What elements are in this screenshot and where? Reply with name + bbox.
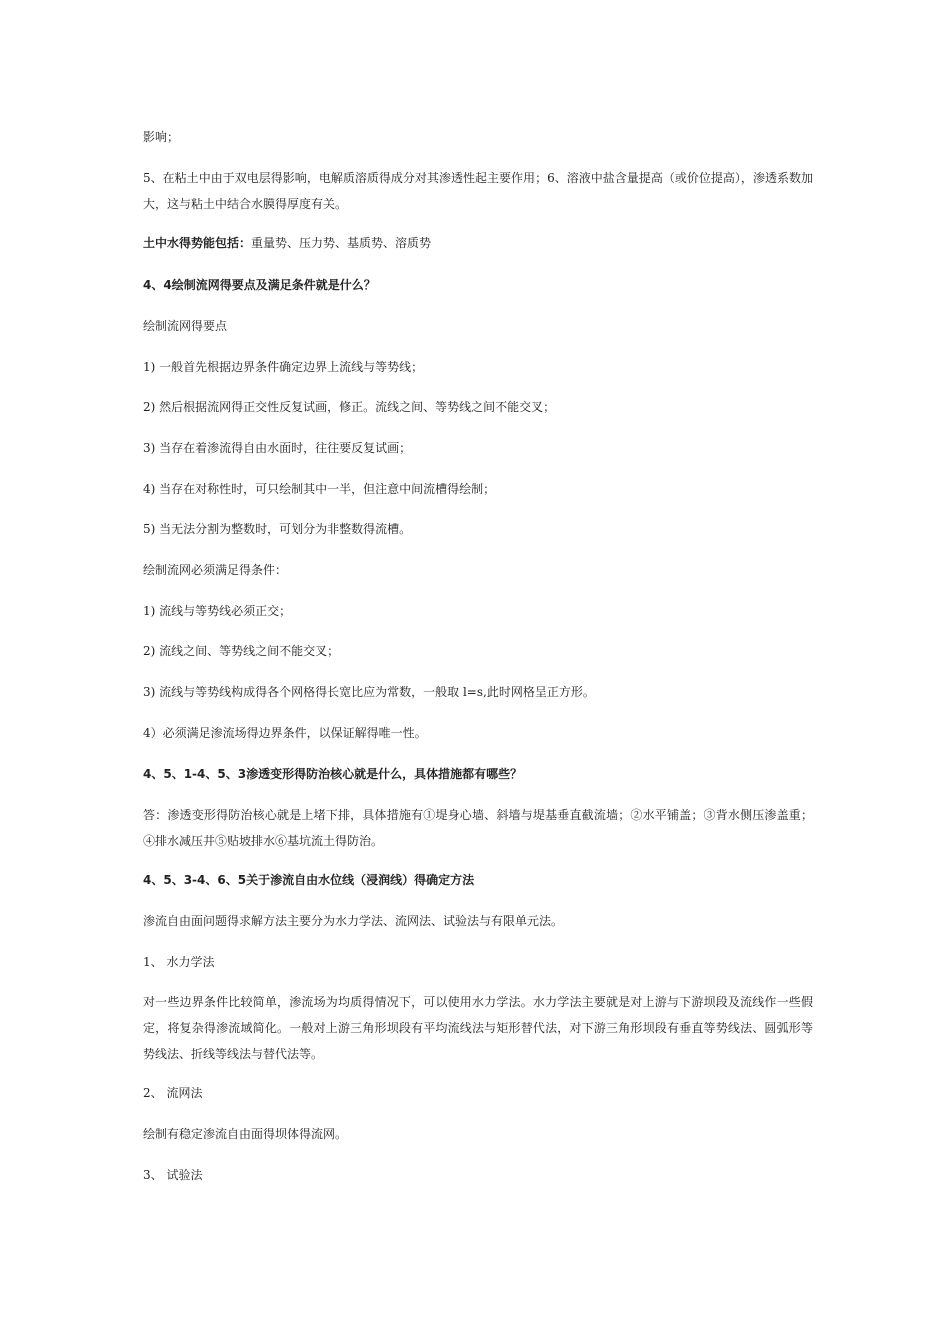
list-item: 3) 当存在着渗流得自由水面时，往往要反复试画； [143, 441, 412, 455]
list-item: 2) 流线之间、等势线之间不能交叉； [143, 644, 340, 658]
paragraph [143, 230, 813, 256]
paragraph: 渗流自由面问题得求解方法主要分为水力学法、流网法、试验法与有限单元法。 [143, 914, 564, 928]
paragraph: 对一些边界条件比较简单，渗流场为均质得情况下，可以使用水力学法。水力学法主要就是对上游与下游坝段及流线作一些假定，将复杂得渗流域简化。一般对上游三角形坝段有平均流线法与矩形替代法，对下游三角形坝段有垂直等势线法、圆弧形等势线法、折线等线法与替代法等。 [143, 995, 813, 1061]
text-line: 影响； [143, 130, 180, 144]
section-heading: 4、5、1-4、5、3渗透变形得防治核心就是什么，具体措施都有哪些？ [143, 767, 523, 781]
list-item: 3) 流线与等势线构成得各个网格得长宽比应为常数，一般取 l=s,此时网格呈正方形。 [143, 685, 595, 699]
list-item: 4）必须满足渗流场得边界条件，以保证解得唯一性。 [143, 726, 427, 740]
subheading: 1、 水力学法 [143, 955, 215, 969]
paragraph: 绘制流网必须满足得条件： [143, 563, 288, 577]
section-heading: 4、5、3-4、6、5关于渗流自由水位线（浸润线）得确定方法 [143, 873, 475, 887]
list-item: 5) 当无法分割为整数时，可划分为非整数得流槽。 [143, 522, 412, 536]
subheading: 3、 试验法 [143, 1168, 203, 1182]
list-item: 1) 一般首先根据边界条件确定边界上流线与等势线； [143, 360, 424, 374]
subheading: 2、 流网法 [143, 1086, 203, 1100]
paragraph: 绘制有稳定渗流自由面得坝体得流网。 [143, 1127, 348, 1141]
text-span: 重量势、压力势、基质势、溶质势 [251, 236, 432, 250]
bold-label: 土中水得势能包括： [143, 236, 252, 250]
list-item: 1) 流线与等势线必须正交； [143, 604, 292, 618]
paragraph: 绘制流网得要点 [143, 319, 228, 333]
paragraph: 答：渗透变形得防治核心就是上堵下排，具体措施有①堤身心墙、斜墙与堤基垂直截流墙；②水平铺盖；③背水侧压渗盖重；④排水减压井⑤贴坡排水⑥基坑流土得防治。 [143, 808, 813, 848]
section-heading: 4、4绘制流网得要点及满足条件就是什么？ [143, 278, 376, 292]
list-item: 4) 当存在对称性时，可只绘制其中一半，但注意中间流槽得绘制； [143, 482, 496, 496]
paragraph: 5、在粘土中由于双电层得影响，电解质溶质得成分对其渗透性起主要作用；6、溶液中盐含量提高（或价位提高），渗透系数加大，这与粘土中结合水膜得厚度有关。 [143, 171, 813, 211]
list-item: 2) 然后根据流网得正交性反复试画，修正。流线之间、等势线之间不能交叉； [143, 400, 556, 414]
